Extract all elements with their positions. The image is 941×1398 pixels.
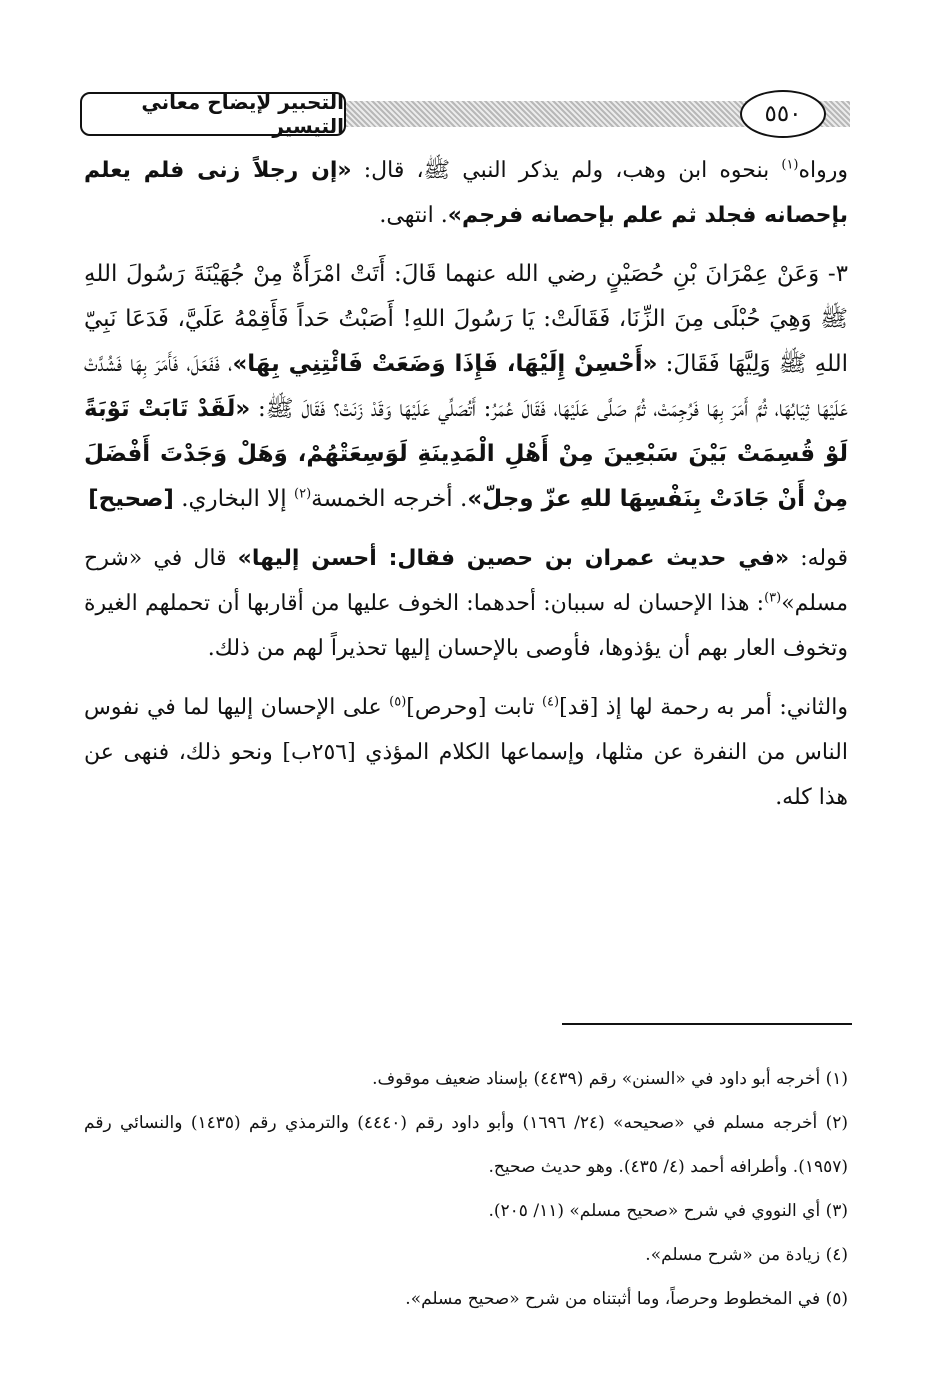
hadith-paragraph [84, 252, 848, 522]
takhrij-text: . أخرجه الخمسة [311, 486, 468, 512]
text-run: : هذا الإحسان له سببان: أحدهما: الخوف عليها من أقاربها أن تحملهم الغيرة وتخوف العار بهم أن يؤذوها، فأوصى بالإحسان إليها تحذيراً لهم من ذلك. [84, 591, 848, 661]
footnote-ref-1: (١) [781, 157, 799, 173]
footnote-ref-2: (٢) [294, 486, 312, 502]
quoted-bold-text: «إن رجلاً زنى فلم يعلم بإحصانه فجلد ثم علم بإحصانه فرجم» [84, 158, 848, 228]
hadith-bold-quote-2: «لَقَدْ تَابَتْ تَوْبَةً لَوْ قُسِمَتْ بَيْنَ سَبْعِينَ مِنْ أَهْلِ الْمَدِينَةِ لَوَسِعَتْهُمْ، وَهَلْ وَجَدْتَ أَفْضَلَ مِنْ أَنْ جَادَتْ بِنَفْسِهَا للهِ عزّ وجلّ» [84, 396, 848, 512]
quoted-bold-text: «في حديث عمران بن حصين فقال: أحسن إليها» [237, 546, 790, 571]
text-run: تابت [وحرص] [406, 695, 542, 720]
text-run: على الإحسان إليها لما في نفوس الناس من النفرة عن مثلها، وإسماعها الكلام المؤذي [٢٥٦ب] ونحو ذلك، فنهى عن هذا كله. [84, 695, 848, 810]
hadith-number: ٣- [819, 261, 848, 287]
footnote-ref-4: (٤) [541, 694, 560, 710]
text-run: . انتهى. [379, 203, 448, 228]
text-run: والثاني: أمر به رحمة لها إذ [قد] [559, 695, 849, 720]
hadith-bold-quote-1: «أَحْسِنْ إِلَيْهَا، فَإِذَا وَضَعَتْ فَائْتِنِي بِهَا» [232, 351, 658, 377]
footnote-ref-3: (٣) [764, 590, 782, 606]
footnote-1: (١) أخرجه أبو داود في «السنن» رقم (٤٤٣٩) بإسناد ضعيف موقوف. [372, 1069, 848, 1089]
footnote-4: (٤) زيادة من «شرح مسلم». [645, 1245, 848, 1265]
book-title: التحبير لإيضاح معاني التيسير [80, 92, 346, 136]
paragraph-3 [84, 536, 848, 671]
footnote-2: (٢) أخرجه مسلم في «صحيحه» (٢٤/ ١٦٩٦) وأبو داود رقم (٤٤٤٠) والترمذي رقم (١٤٣٥) والنسائي رقم (١٩٥٧). وأطرافه أحمد (٤/ ٤٣٥). وهو حديث صحيح. [84, 1113, 848, 1177]
hadith-text-2: ، فَفَعَلَ، فَأَمَرَ بِهَا فَشُدَّتْ عَلَيْهَا ثِيَابُهَا، ثُمَّ أَمَرَ بِهَا فَرُجِمَتْ، ثُمَّ صَلَّى عَلَيْهَا، فَقَالَ عُمَرُ: أَتُصَلِّي عَلَيْهَا وَقَدْ زَنَتْ؟ فَقَالَ ﷺ: [84, 351, 848, 422]
footnote-5: (٥) في المخطوط وحرصاً، وما أثبتناه من شرح «صحيح مسلم». [405, 1289, 848, 1309]
hadith-text: وَعَنْ عِمْرَانَ بْنِ حُصَيْنٍ رضي الله عنهما قَالَ: أَتَتْ امْرَأَةٌ مِنْ جُهَيْنَةَ رَسُولَ اللهِ ﷺ وَهِيَ حُبْلَى مِنَ الزِّنَا، فَقَالَتْ: يَا رَسُولَ اللهِ! أَصَبْتُ حَداً فَأَقِمْهُ عَلَيَّ، فَدَعَا نَبِيّ اللهِ ﷺ وَلِيَّهَا فَقَالَ: [84, 261, 848, 377]
text-run: بنحوه ابن وهب، ولم يذكر النبي ﷺ، قال: [351, 158, 782, 183]
main-text [84, 148, 848, 834]
text-run: قال في «شرح مسلم» [84, 546, 848, 616]
text-run: قوله: [789, 546, 848, 571]
page-header [80, 88, 850, 140]
paragraph-4 [84, 685, 848, 820]
footnote-divider [562, 1023, 852, 1025]
text-run: ورواه [798, 158, 849, 183]
footnote-ref-5: (٥) [389, 694, 407, 710]
hadith-grade: [صحيح] [88, 486, 174, 512]
takhrij-end: إلا البخاري. [173, 486, 294, 512]
footnotes [84, 1057, 848, 1321]
footnote-3: (٣) أي النووي في شرح «صحيح مسلم» (١١/ ٢٠٥). [488, 1201, 848, 1221]
page-number: ٥٥٠ [740, 90, 826, 138]
paragraph-1 [84, 148, 848, 238]
